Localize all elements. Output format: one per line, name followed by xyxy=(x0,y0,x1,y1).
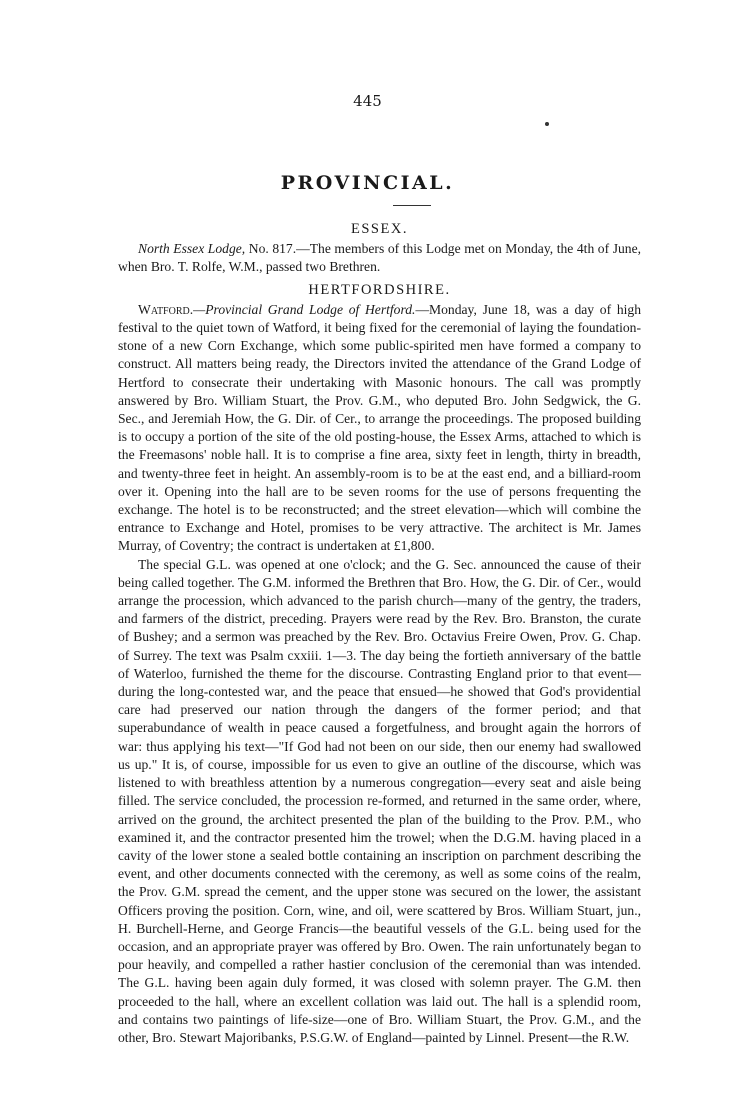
page-title: PROVINCIAL. xyxy=(280,172,455,194)
page-number: 445 xyxy=(353,92,382,110)
lodge-name: North Essex Lodge, xyxy=(138,241,246,257)
title-rule xyxy=(393,205,431,206)
place-name: Watford. xyxy=(138,301,194,317)
section-heading-hertfordshire: HERTFORDSHIRE. xyxy=(308,281,451,298)
hertfordshire-paragraph-1 xyxy=(118,301,641,556)
essex-text: No. 817.—The members of this Lodge met on Monday, the 4th of June, when Bro. T. Rolfe, W.M., passed two Brethren. xyxy=(118,241,642,275)
lodge-name-hertford: —Provincial Grand Lodge of Hertford. xyxy=(193,301,416,317)
hertfordshire-paragraph-2: The special G.L. was opened at one o'clock; and the G. Sec. announced the cause of their being called together. The G.M. informed the Brethren that Bro. How, the G. Dir. of Cer., would arrange the procession, which advanced to the parish church—many of the gentry, the traders, and farmers of the district, preceding. Prayers were read by the Rev. Bro. Branston, the curate of Bushey; and a sermon was preached by the Rev. Bro. Octavius Freire Owen, Prov. G. Chap. of Surrey. The text was Psalm cxxiii. 1—3. The day being the fortieth anniversary of the battle of Waterloo, furnished the theme for the discourse. Contrasting England prior to that event—during the long-contested war, and the peace that ensued—he showed that God's providential care had preserved our nation through the dangers of the former period; and that superabundance of wealth in peace caused a forgetfulness, and brought again the horrors of war: thus applying his text—"If God had not been on our side, then our enemy had swallowed us up." It is, of course, impossible for us even to give an outline of the discourse, which was listened to with breathless attention by a numerous congregation—every seat and aisle being filled. The service concluded, the procession re-formed, and returned in the same order, where, arrived on the ground, the architect presented the plan of the building to the Prov. P.M., who examined it, and the contractor presented him the trowel; when the D.G.M. having placed in a cavity of the lower stone a sealed bottle containing an inscription on parchment describing the event, and other documents connected with the ceremony, as well as some coins of the realm, the Prov. G.M. spread the cement, and the upper stone was secured on the lower, the assistant Officers proving the position. Corn, wine, and oil, were scattered by Bros. William Stuart, jun., H. Burchell-Herne, and George Francis—the beautiful vessels of the G.L. being used for the occasion, and an appropriate prayer was offered by Bro. Owen. The rain unfortunately began to pour heavily, and compelled a rather hastier conclusion of the ceremonial than was intended. The G.L. having been again duly formed, it was closed with solemn prayer. The G.M. then proceeded to the hall, where an excellent collation was laid out. The hall is a splendid room, and contains two paintings of life-size—one of Bro. William Stuart, the Prov. G.M., and the other, Bro. Stewart Majoribanks, P.S.G.W. of England—painted by Linnel. Present—the R.W. xyxy=(118,556,641,1045)
ink-dot xyxy=(545,122,549,126)
article-body xyxy=(118,216,641,1047)
essex-paragraph xyxy=(118,240,641,276)
hertfordshire-text-1: —Monday, June 18, was a day of high festival to the quiet town of Watford, it being fixed for the ceremonial of laying the foundation-stone of a new Corn Exchange, which some public-spirited men have formed a company to construct. All matters being ready, the Directors invited the attendance of the Grand Lodge of Hertford to consecrate their undertaking with Masonic honours. The call was promptly answered by Bro. William Stuart, the Prov. G.M., who deputed Bro. John Sedgwick, the G. Sec., and Jeremiah How, the G. Dir. of Cer., to arrange the proceedings. The proposed building is to occupy a portion of the site of the old posting-house, the Essex Arms, attached to which is the Freemasons' noble hall. It is to comprise a fine area, sixty feet in length, thirty in breadth, and twenty-three feet in height. An assembly-room is to be at the east end, and a billiard-room over it. Opening into the hall are to be seven rooms for the use of persons frequenting the exchange. The hotel is to be reconstructed; and the street elevation—which will combine the entrance to Exchange and Hotel, promises to be very attractive. The architect is Mr. James Murray, of Coventry; the contract is undertaken at £1,800. xyxy=(118,301,641,554)
section-heading-essex: ESSEX. xyxy=(351,221,408,237)
